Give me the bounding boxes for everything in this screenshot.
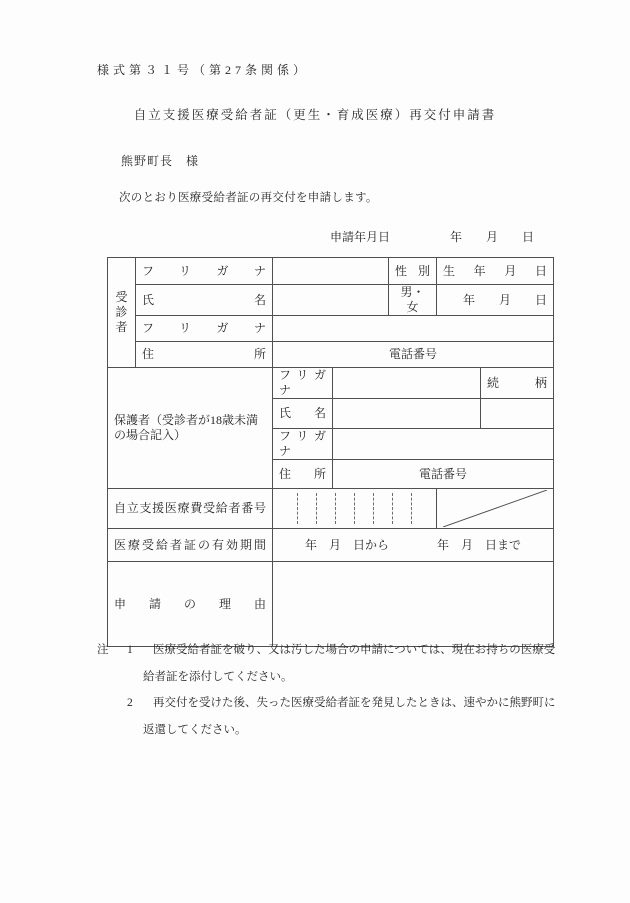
form-title: 自立支援医療受給者証（更生・育成医療）再交付申請書	[133, 108, 497, 122]
guardian-furigana2-value	[333, 429, 554, 460]
patient-birthdate-label: 生年月日	[437, 258, 554, 285]
note-number: 1	[127, 644, 133, 656]
application-date-line: 申請年月日 年 月 日	[330, 230, 535, 244]
patient-name-label: 氏名	[136, 285, 273, 316]
reason-label: 申請の理由	[108, 562, 273, 647]
note-text: 医療受給者証を破り、又は汚した場合の申請については、現在お持ちの医療受給者証を添付してください。	[143, 644, 556, 683]
intro-text: 次のとおり医療受給者証の再交付を申請します。	[119, 192, 378, 204]
digit-box	[373, 493, 392, 524]
digit-grid	[279, 493, 430, 524]
guardian-furigana-label: フリガナ	[273, 368, 333, 399]
patient-name-value	[273, 285, 389, 316]
diagonal-line	[443, 490, 547, 527]
patient-address-label: 住所	[136, 342, 273, 368]
guardian-name-value	[333, 399, 481, 429]
digit-box	[316, 493, 335, 524]
addressee: 熊野町長 様	[121, 154, 200, 168]
patient-birthdate-value: 年 月 日	[437, 285, 554, 316]
validity-label: 医療受給者証の有効期間	[108, 529, 273, 562]
patient-furigana-label: フリガナ	[136, 258, 273, 285]
digit-box	[335, 493, 354, 524]
note-number: 2	[127, 697, 133, 709]
patient-phone-label: 電話番号	[273, 342, 554, 368]
patient-sex-value: 男・女	[389, 285, 437, 316]
guardian-furigana2-label: フリガナ	[273, 429, 333, 460]
note-item	[97, 690, 567, 743]
recipient-number-digits	[273, 489, 437, 529]
validity-value: 年 月 日から 年 月 日まで	[273, 529, 554, 562]
guardian-name-label: 氏名	[273, 399, 333, 429]
digit-box	[297, 493, 316, 524]
guardian-label: 保護者（受診者が18歳未満の場合記入）	[108, 368, 273, 489]
form-number: 様式第３１号（第27条関係）	[97, 63, 310, 77]
recipient-number-label: 自立支援医療費受給者番号	[108, 489, 273, 529]
guardian-furigana-value	[333, 368, 481, 399]
patient-furigana2-label: フリガナ	[136, 316, 273, 342]
digit-box	[279, 493, 297, 524]
digit-box	[354, 493, 373, 524]
patient-side-label: 受診者	[108, 258, 136, 368]
patient-furigana-value	[273, 258, 389, 285]
digit-box	[411, 493, 430, 524]
application-table	[107, 257, 554, 647]
guardian-relation-value	[481, 399, 554, 429]
notes-section	[97, 637, 567, 743]
guardian-relation-label: 続柄	[481, 368, 554, 399]
patient-sex-label: 性別	[389, 258, 437, 285]
note-marker: 注	[97, 644, 109, 656]
note-item	[97, 637, 567, 690]
guardian-address-label: 住所	[273, 460, 333, 489]
guardian-phone-label: 電話番号	[333, 460, 554, 489]
reason-value	[273, 562, 554, 647]
digit-box	[392, 493, 411, 524]
patient-furigana2-value	[273, 316, 554, 342]
diagonal-strikeout-cell	[437, 489, 554, 529]
note-text: 再交付を受けた後、失った医療受給者証を発見したときは、速やかに熊野町に返還してください。	[143, 697, 556, 736]
